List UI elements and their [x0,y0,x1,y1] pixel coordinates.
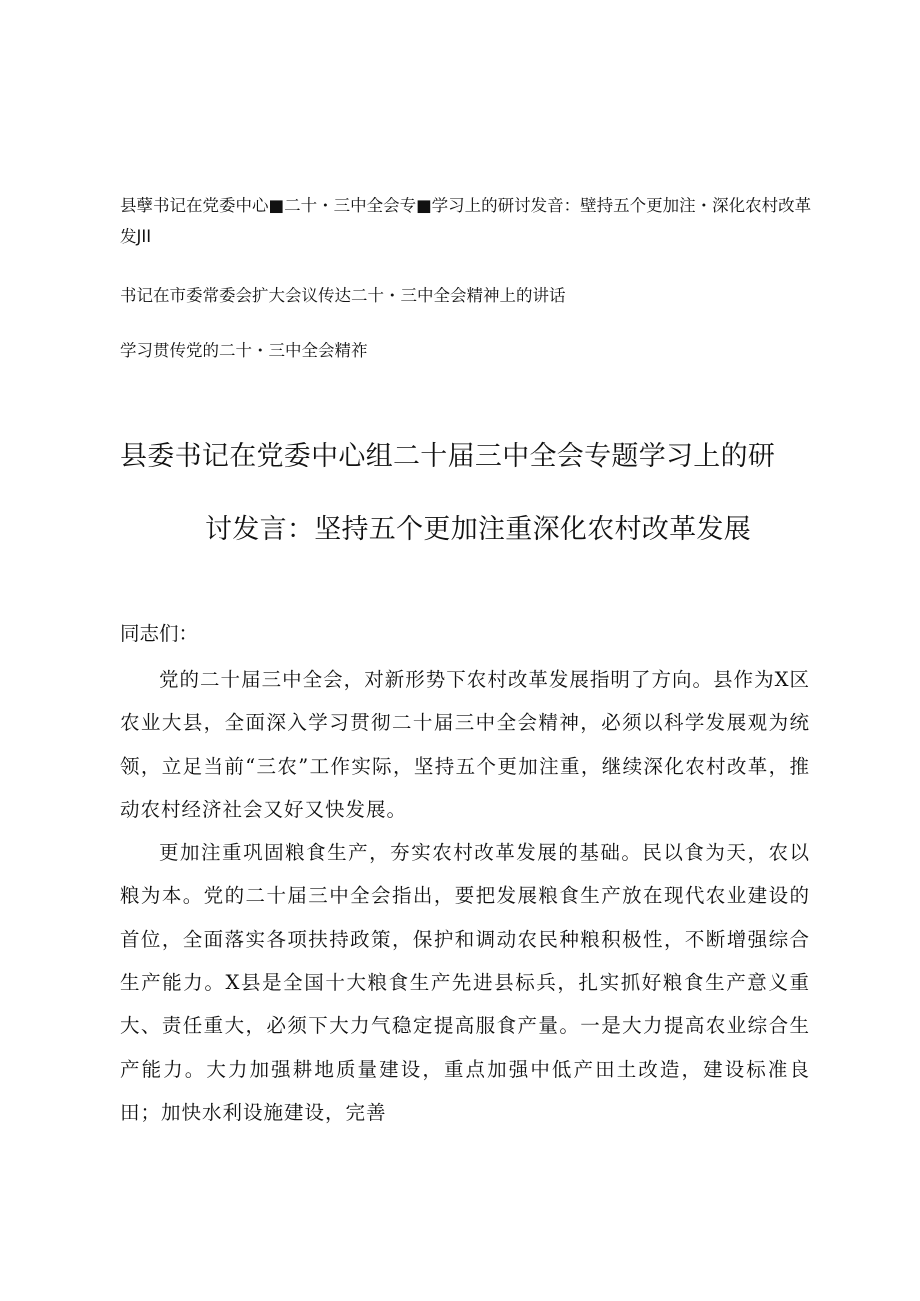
title-line-2: 讨发言：坚持五个更加注重深化农村改革发展 [205,514,751,545]
toc-item[interactable]: 学习贯传党的二十・三中全会精祚 [120,341,368,360]
body-paragraph: 更加注重巩固粮食生产，夯实农村改革发展的基础。民以食为天，农以粮为本。党的二十届三中全会指出，要把发展粮食生产放在现代农业建设的首位，全面落实各项扶持政策，保护和调动农民种粮积极性，不断增强综合生产能力。X县是全国十大粮食生产先进县标兵，扎实抓好粮食生产意义重大、责任重大，必须下大力气稳定提高服食产量。一是大力提高农业综合生产能力。大力加强耕地质量建设，重点加强中低产田土改造，建设标准良田；加快水利设施建设，完善 [120,841,810,1124]
salutation: 同志们： [120,622,199,645]
body-paragraph: 党的二十届三中全会，对新形势下农村改革发展指明了方向。县作为X区农业大县，全面深入学习贯彻二十届三中全会精神，必须以科学发展观为统领，立足当前“三农”工作实际，坚持五个更加注重，继续深化农村改革，推动农村经济社会又好又快发展。 [120,668,810,821]
title-line-1: 县委书记在党委中心组二十届三中全会专题学习上的研 [120,441,776,472]
document-body [120,614,810,1134]
document-title [120,437,810,550]
table-of-contents [120,190,820,366]
toc-item[interactable]: 县孽书记在党委中心■二十・三中全会专■学习上的研讨发音：壁持五个更加注・深化农村改革发JII [120,196,812,246]
toc-item[interactable]: 书记在市委常委会扩大会议传达二十・三中全会精神上的讲话 [120,286,566,305]
